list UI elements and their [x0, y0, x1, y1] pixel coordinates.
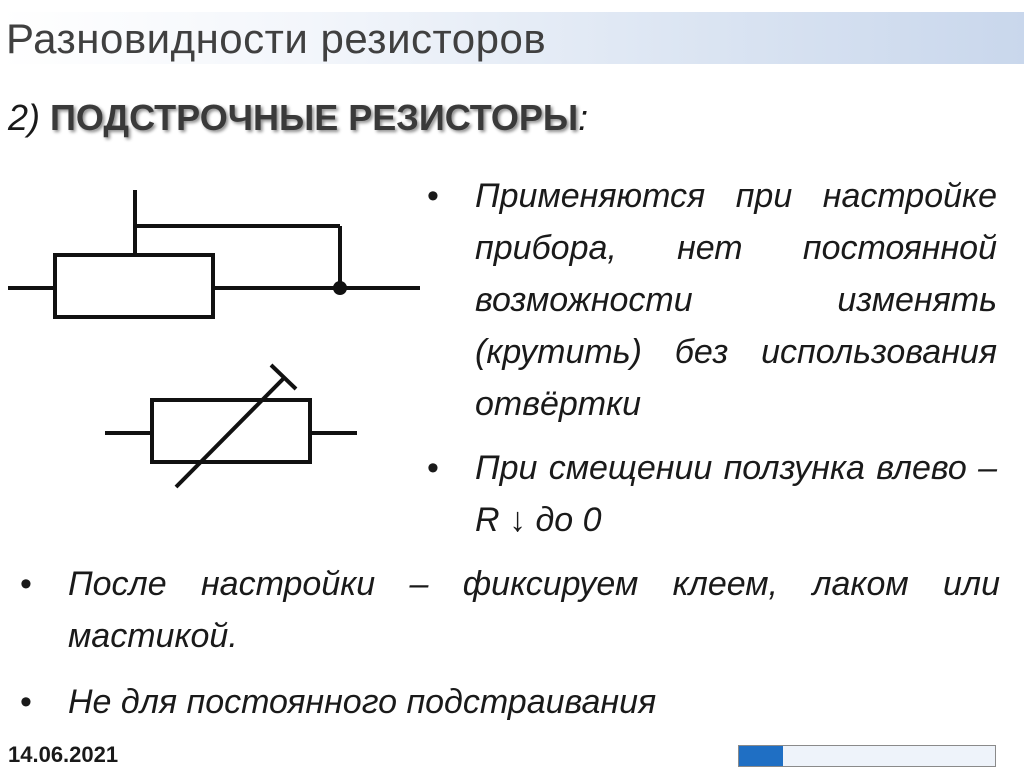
subtitle-emphasis: ПОДСТРОЧНЫЕ РЕЗИСТОРЫ [50, 97, 579, 138]
list-item [18, 676, 1000, 728]
bullet-icon: • [20, 565, 32, 603]
bullet-text: При смещении ползунка влево – R ↓ до 0 [475, 449, 997, 539]
progress-fill [739, 746, 783, 766]
junction-dot [333, 281, 347, 295]
resistor-body [55, 255, 213, 317]
footer-date: 14.06.2021 [8, 742, 119, 767]
bullet-icon: • [427, 449, 439, 487]
list-item [425, 170, 997, 430]
bullet-icon: • [427, 177, 439, 215]
subtitle-suffix: : [578, 97, 589, 138]
slide-title: Разновидности резисторов [6, 15, 547, 62]
bottom-bullet-list [18, 558, 1000, 728]
bullet-icon: • [20, 683, 32, 721]
subtitle-prefix: 2) [8, 97, 51, 138]
bullet-text: Не для постоянного подстраивания [68, 683, 657, 721]
trim-line [176, 377, 285, 487]
bullet-text: После настройки – фиксируем клеем, лаком или мастикой. [68, 565, 1000, 655]
trimmer-resistor-symbol [8, 190, 420, 317]
right-bullet-list [425, 170, 997, 546]
bullet-text: Применяются при настройке прибора, нет постоянной возможности изменять (крутить) без использования отвёртки [475, 177, 997, 423]
adjustable-resistor-symbol [105, 365, 357, 487]
list-item [18, 558, 1000, 662]
slide-progress-bar [738, 745, 996, 767]
list-item [425, 442, 997, 546]
